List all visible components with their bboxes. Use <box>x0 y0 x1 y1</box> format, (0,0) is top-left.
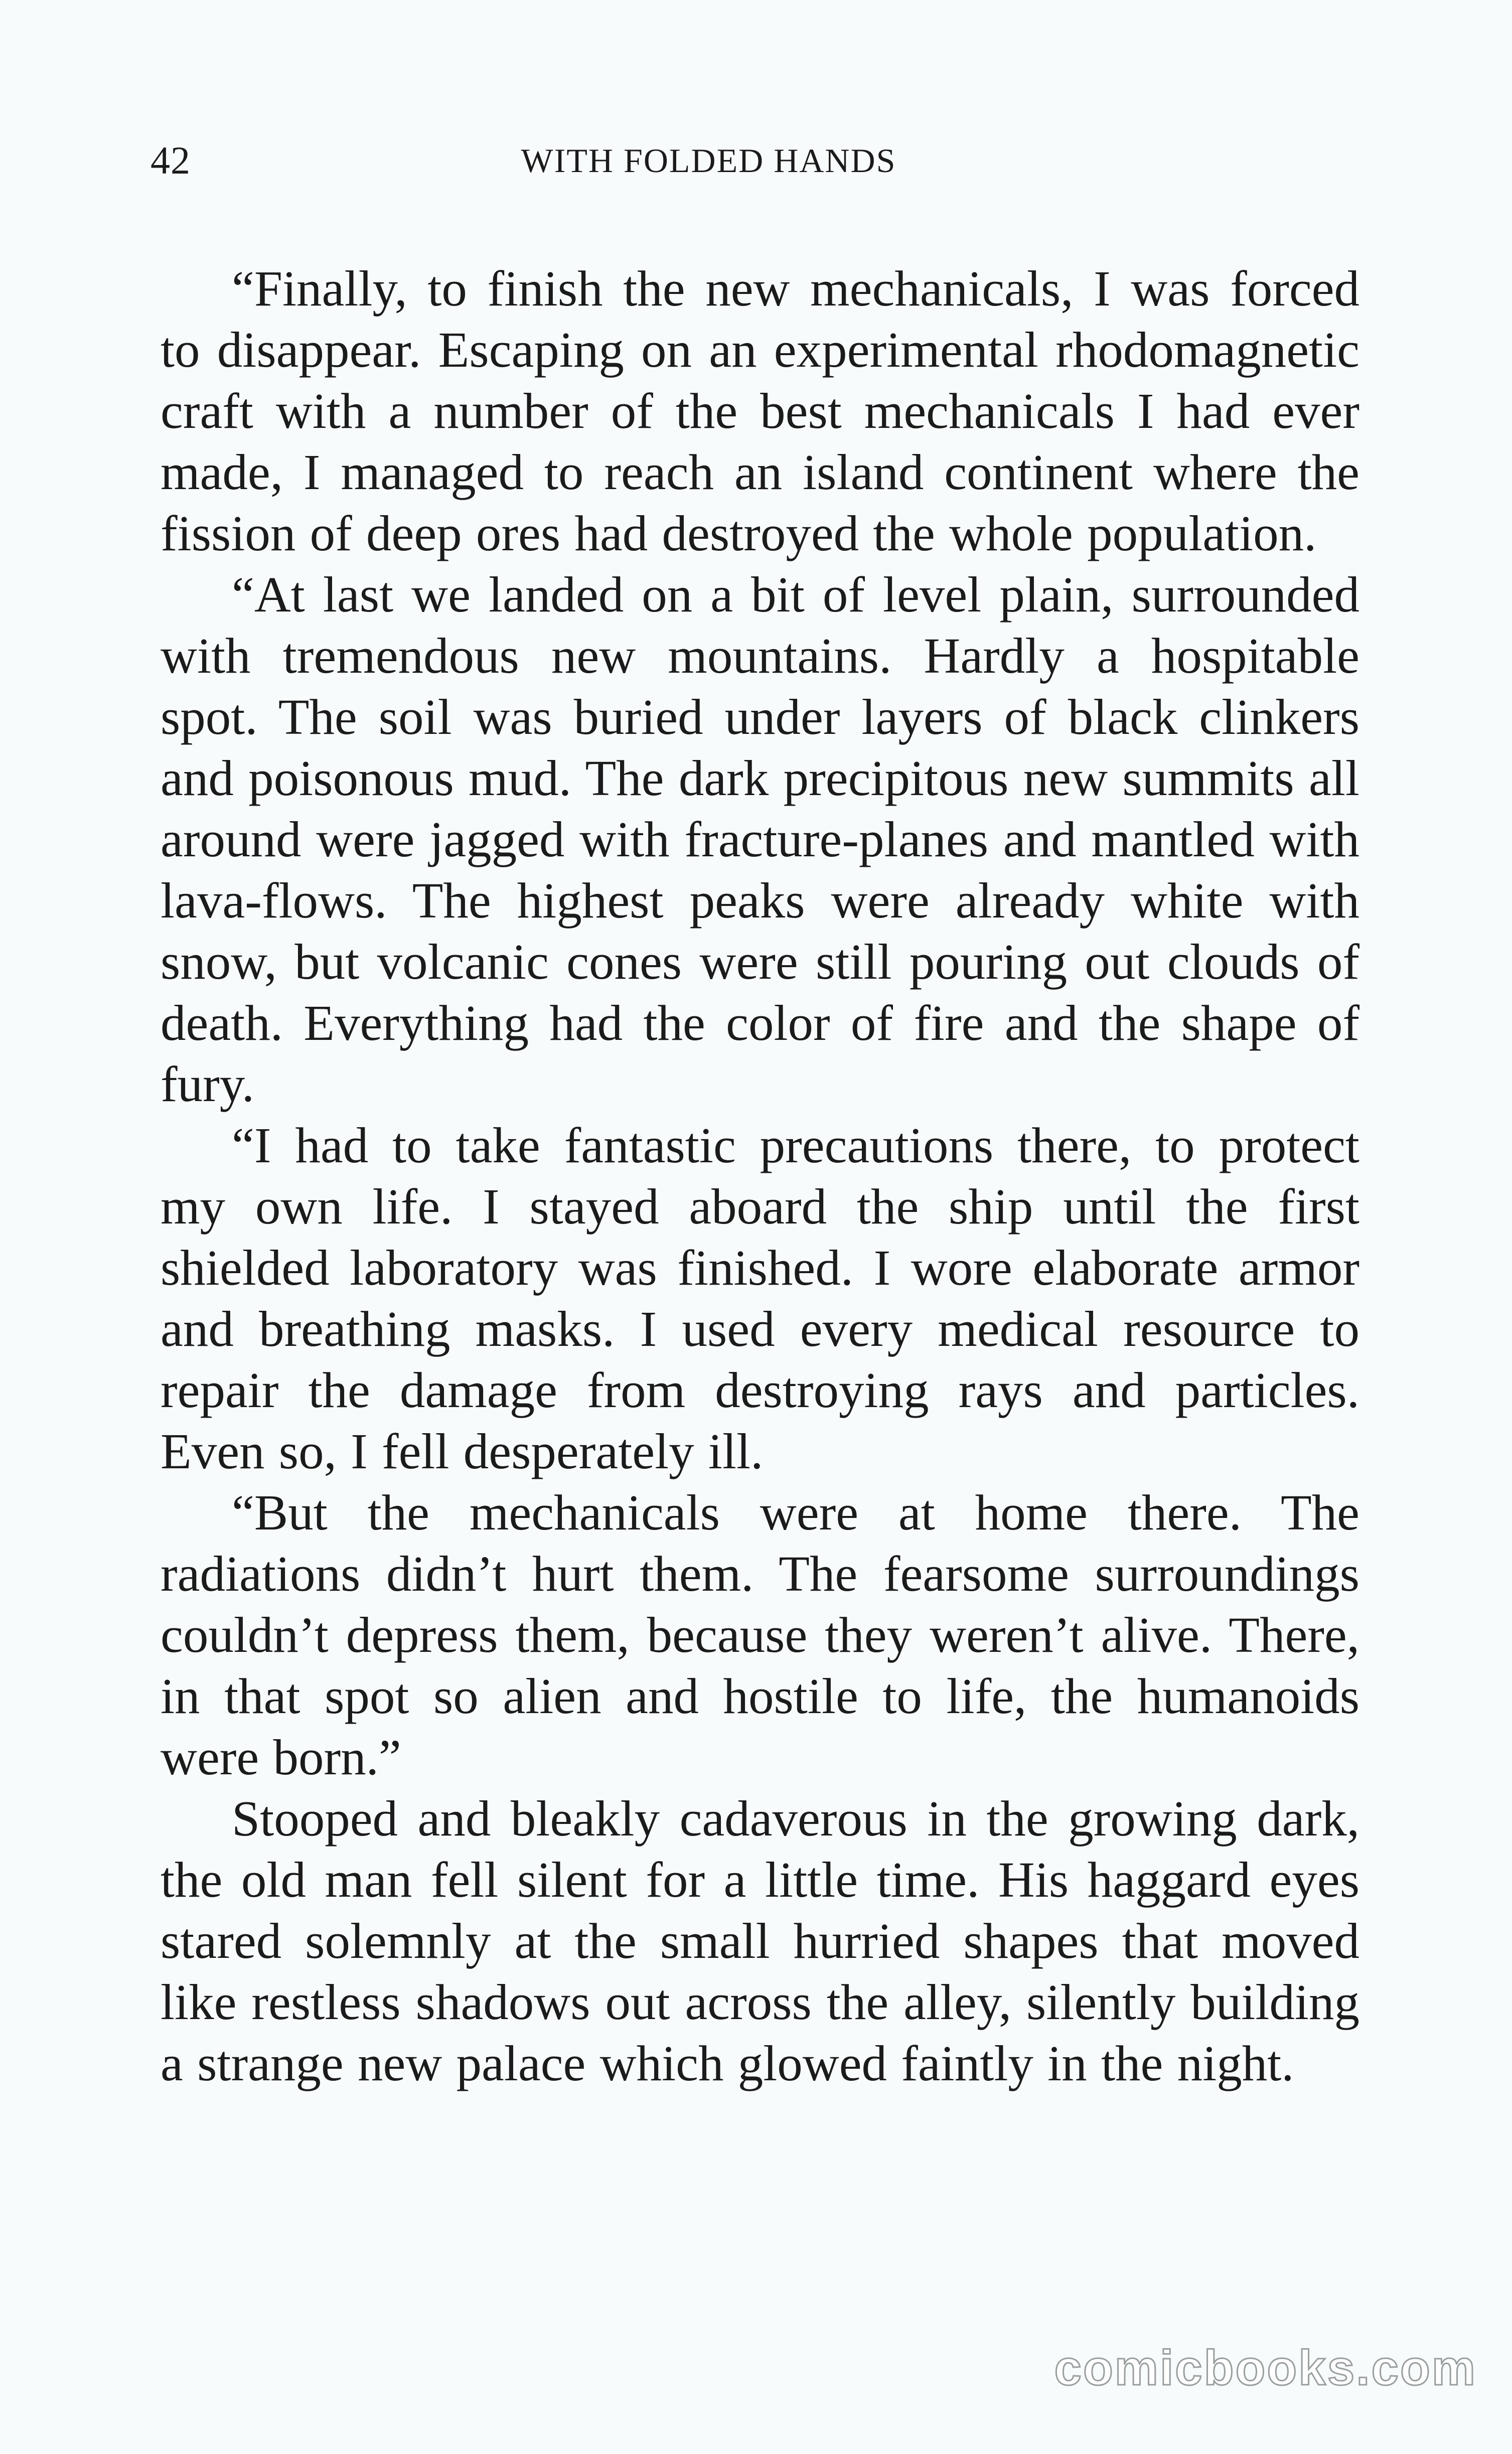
page-number: 42 <box>150 138 191 182</box>
paragraph-1: “Finally, to finish the new mechanicals, I was forced to disappear. Escaping on an experimental rhodomagnetic craft with a number of the best mechanicals I had ever made, I managed to reach an island continent where the fission of deep ores had destroyed the whole population. <box>161 260 1359 561</box>
body-text <box>161 258 1359 2094</box>
paragraph-2: “At last we landed on a bit of level plain, surrounded with tremendous new mountains. Hardly a hospitable spot. The soil was buried under layers of black clinkers and poisonous mud. The dark precipitous new summits all around were jagged with fracture-planes and mantled with lava-flows. The highest peaks were already white with snow, but volcanic cones were still pouring out clouds of death. Everything had the color of fire and the shape of fury. <box>161 566 1359 1112</box>
running-title: WITH FOLDED HANDS <box>521 141 896 180</box>
watermark: comicbooks.com <box>1054 2340 1477 2395</box>
paragraph-3: “I had to take fantastic precautions there, to protect my own life. I stayed aboard the ship until the first shielded laboratory was finished. I wore elaborate armor and breathing masks. I used every medical resource to repair the damage from destroying rays and particles. Even so, I fell desperately ill. <box>161 1117 1359 1479</box>
paragraph-5: Stooped and bleakly cadaverous in the growing dark, the old man fell silent for a little time. His haggard eyes stared solemnly at the small hurried shapes that moved like restless shadows out across the alley, silently building a strange new palace which glowed faintly in the night. <box>161 1790 1359 2091</box>
paragraph-4: “But the mechanicals were at home there. The radiations didn’t hurt them. The fearsome surroundings couldn’t depress them, because they weren’t alive. There, in that spot so alien and hostile to life, the humanoids were born.” <box>161 1484 1359 1785</box>
running-head <box>150 135 1357 196</box>
